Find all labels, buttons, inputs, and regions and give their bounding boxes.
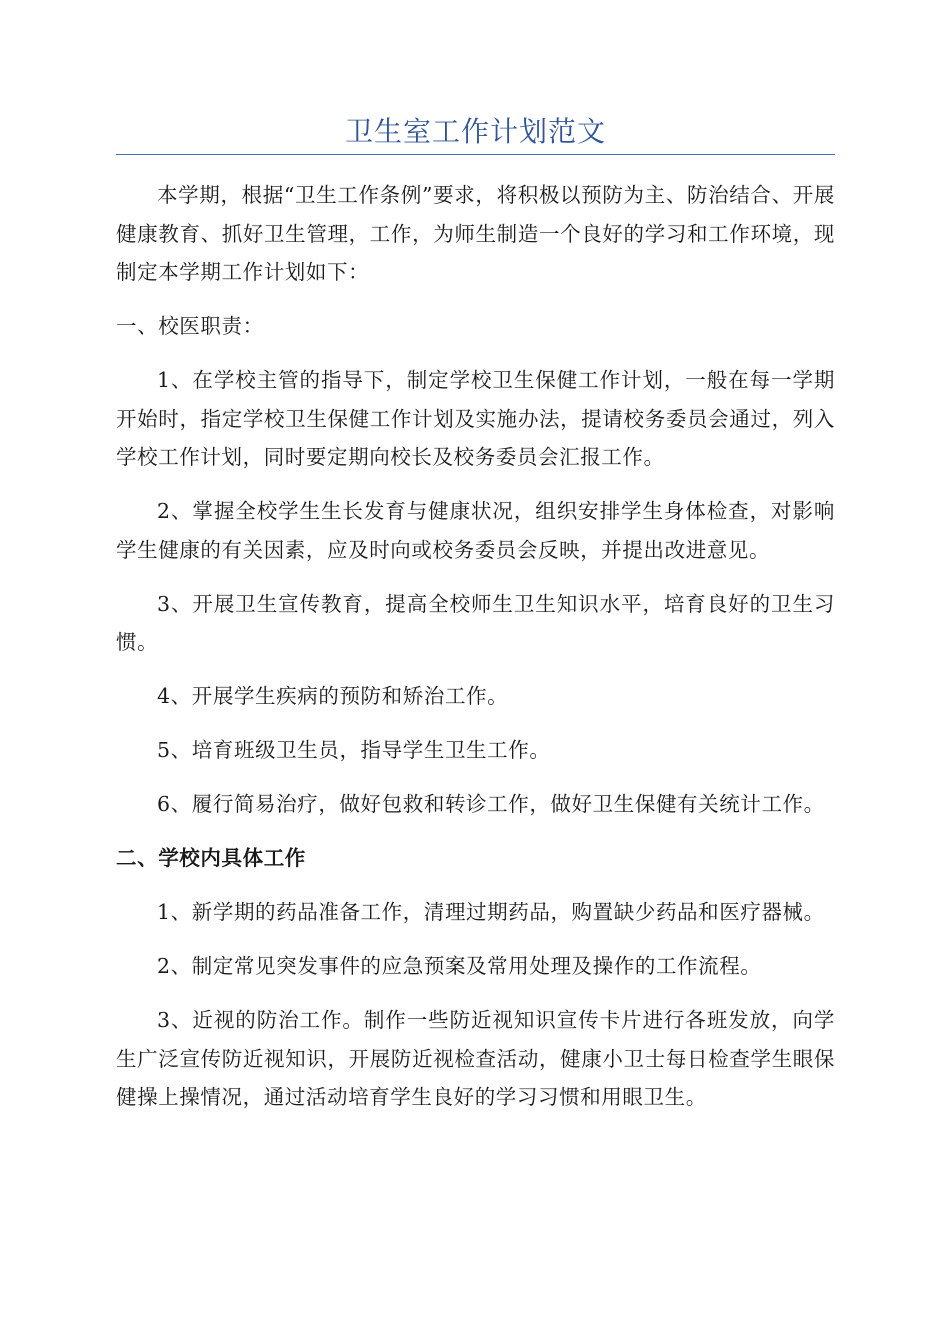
section-1-heading: 一、校医职责： bbox=[116, 314, 264, 338]
section-1-item: 2、掌握全校学生生长发育与健康状况，组织安排学生身体检查，对影响学生健康的有关因素，应及时向或校务委员会反映，并提出改进意见。 bbox=[116, 499, 835, 562]
section-1-item: 3、开展卫生宣传教育，提高全校师生卫生知识水平，培育良好的卫生习惯。 bbox=[116, 591, 835, 654]
section-1-item: 5、培育班级卫生员，指导学生卫生工作。 bbox=[157, 738, 551, 762]
section-2-item: 1、新学期的药品准备工作，清理过期药品，购置缺少药品和医疗器械。 bbox=[157, 900, 825, 924]
section-1-item: 1、在学校主管的指导下，制定学校卫生保健工作计划，一般在每一学期开始时，指定学校卫生保健工作计划及实施办法，提请校务委员会通过，列入学校工作计划，同时要定期向校长及校务委员会汇报工作。 bbox=[116, 368, 835, 469]
document-title: 卫生室工作计划范文 bbox=[344, 115, 606, 148]
section-2-heading: 二、学校内具体工作 bbox=[116, 846, 306, 870]
document-body bbox=[116, 176, 835, 1132]
intro-paragraph: 本学期，根据“卫生工作条例”要求，将积极以预防为主、防治结合、开展健康教育、抓好卫生管理，工作，为师生制造一个良好的学习和工作环境，现制定本学期工作计划如下： bbox=[116, 183, 835, 284]
section-2-item: 3、近视的防治工作。制作一些防近视知识宣传卡片进行各班发放，向学生广泛宣传防近视知识，开展防近视检查活动，健康小卫士每日检查学生眼保健操上操情况，通过活动培育学生良好的学习习惯和用眼卫生。 bbox=[116, 1008, 835, 1109]
section-1-item: 4、开展学生疾病的预防和矫治工作。 bbox=[157, 684, 509, 708]
title-underline bbox=[116, 154, 835, 155]
section-2-item: 2、制定常见突发事件的应急预案及常用处理及操作的工作流程。 bbox=[157, 954, 762, 978]
section-1-item: 6、履行简易治疗，做好包救和转诊工作，做好卫生保健有关统计工作。 bbox=[157, 792, 825, 816]
